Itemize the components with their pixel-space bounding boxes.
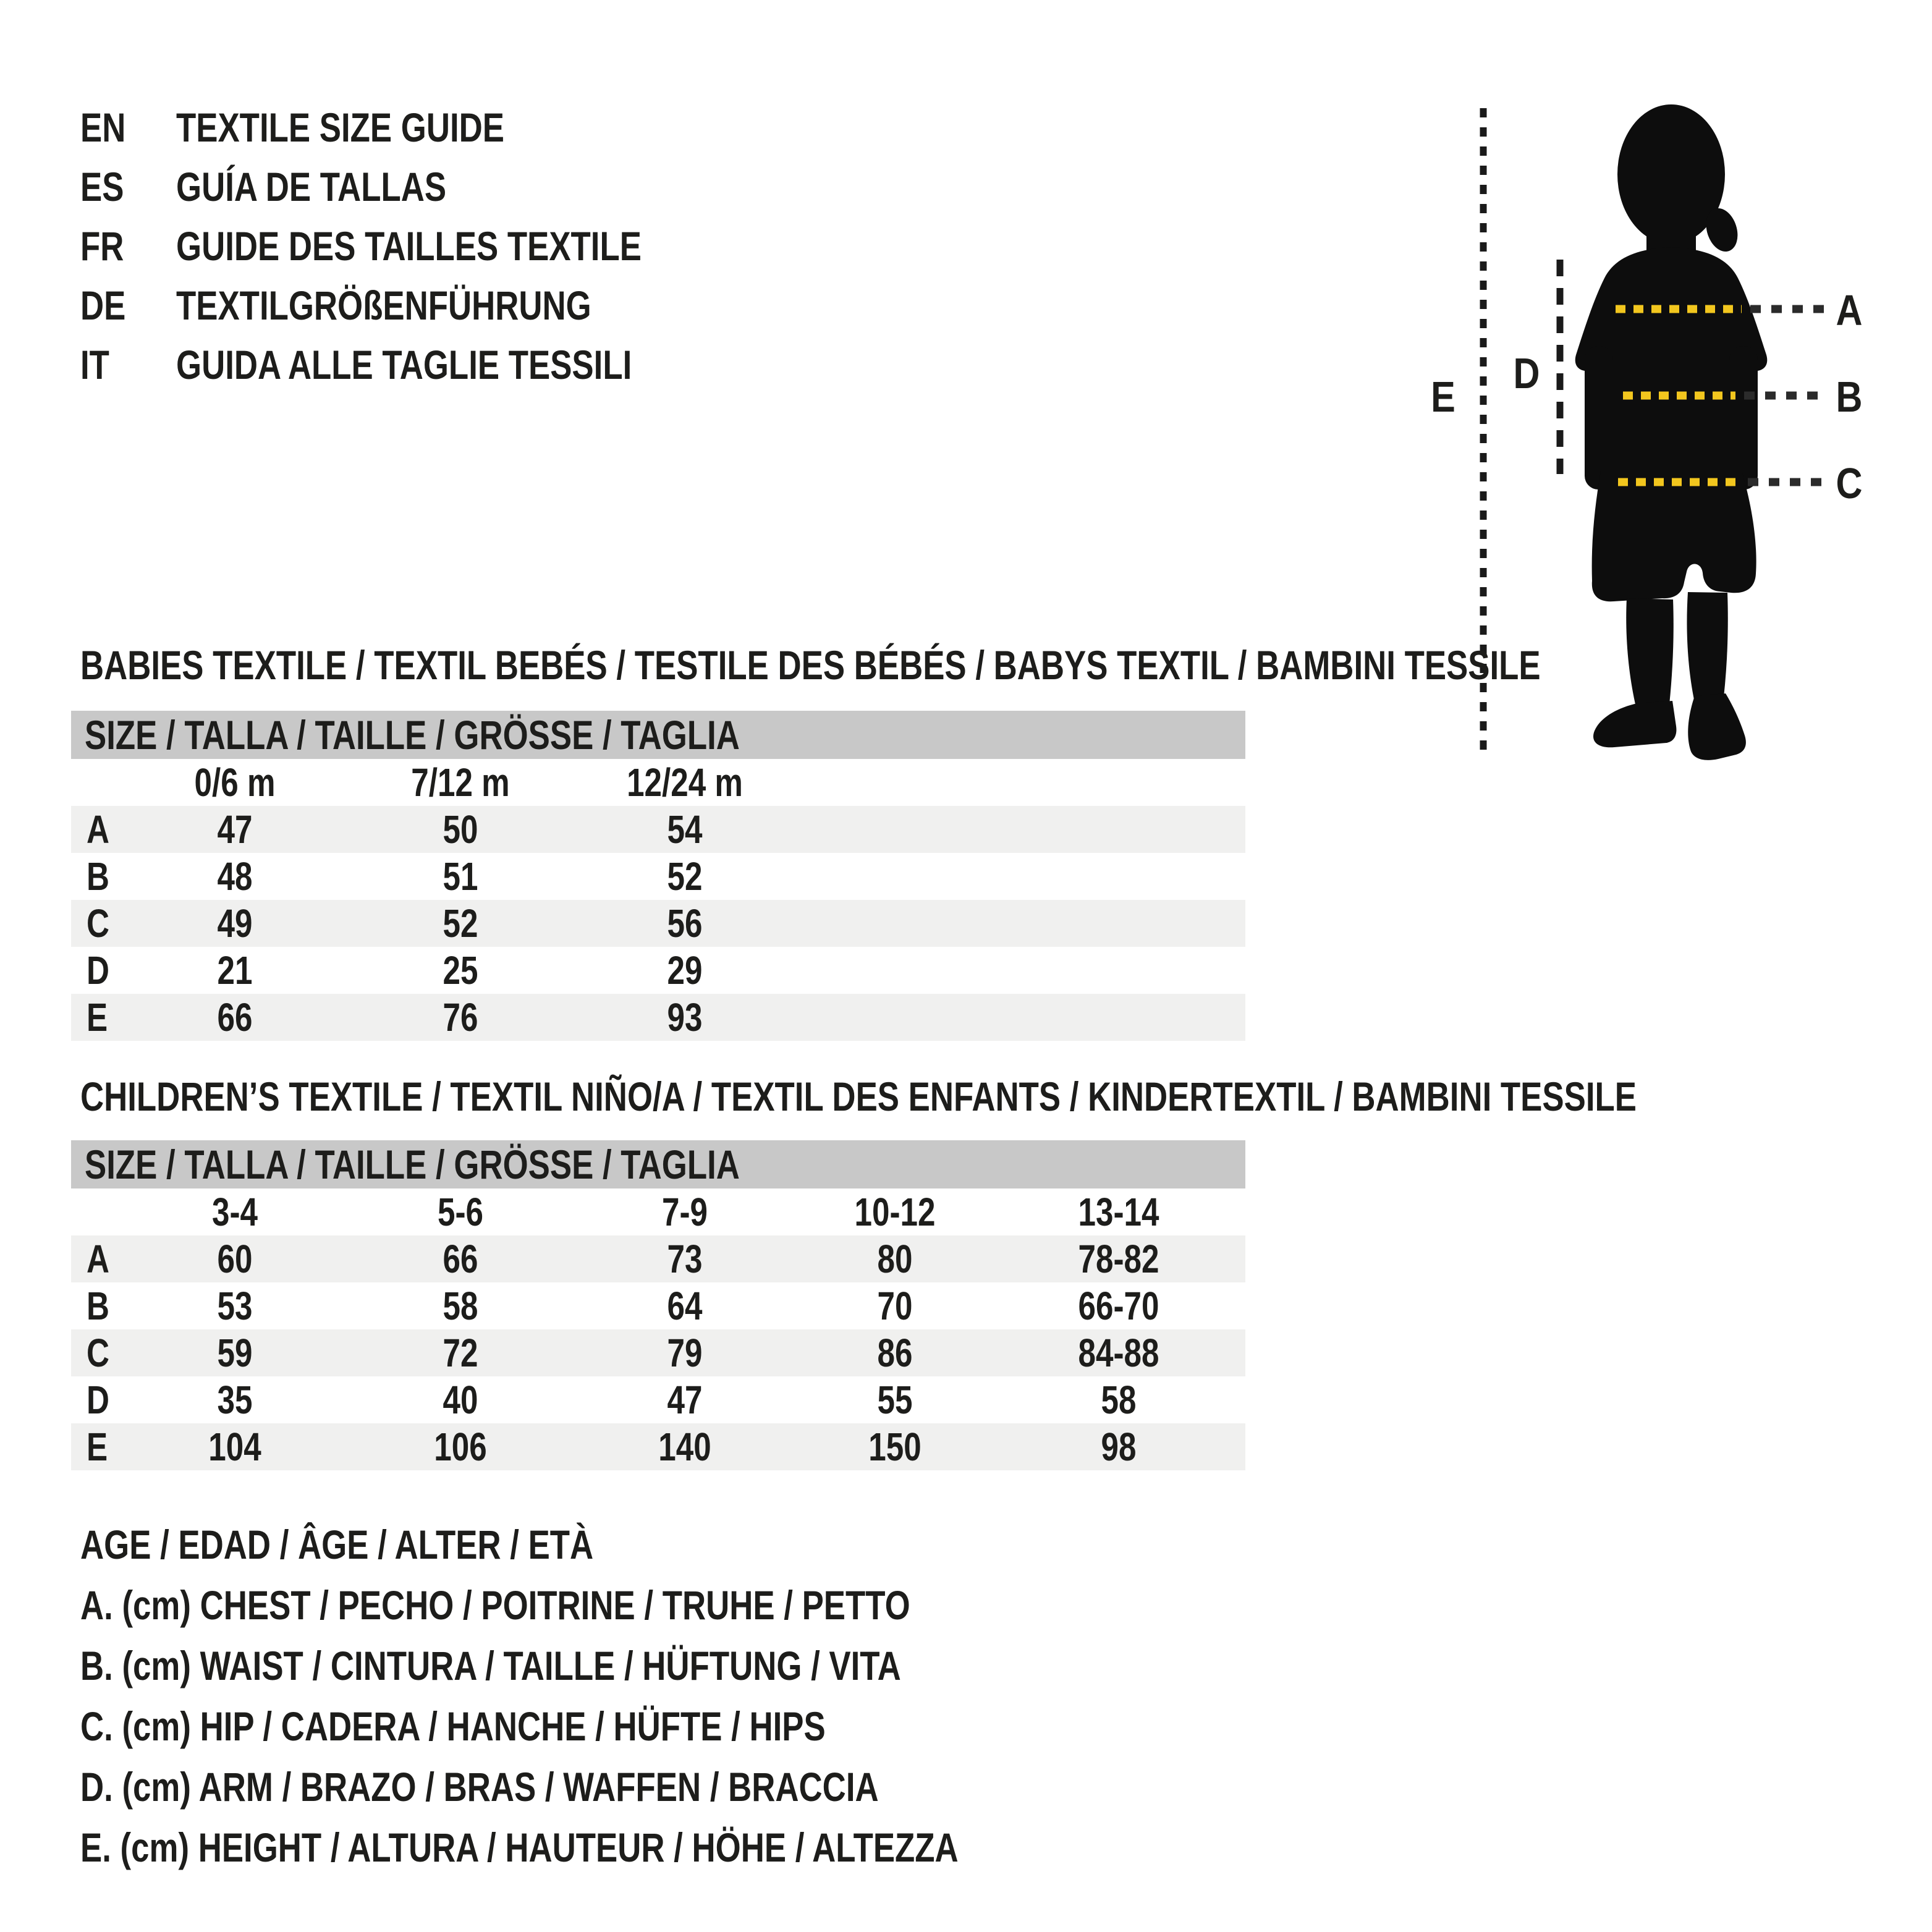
table-row bbox=[71, 853, 1245, 900]
row-label: A bbox=[87, 1237, 109, 1281]
cell-value: 53 bbox=[217, 1284, 253, 1328]
cell-value: 79 bbox=[667, 1331, 703, 1375]
cell-value: 66-70 bbox=[1078, 1284, 1159, 1328]
lang-code-fr: FR bbox=[80, 223, 124, 269]
cell-value: 64 bbox=[667, 1284, 703, 1328]
row-label: C bbox=[87, 901, 109, 946]
legend-age-text: AGE / EDAD / ÂGE / ALTER / ETÀ bbox=[80, 1522, 594, 1567]
table-row bbox=[71, 994, 1245, 1041]
cell-value: 150 bbox=[868, 1425, 922, 1469]
cell-value: 25 bbox=[443, 948, 478, 993]
cell-value: 93 bbox=[667, 995, 703, 1040]
babies-column-header: 12/24 m bbox=[627, 760, 743, 805]
cell-value: 58 bbox=[443, 1284, 478, 1328]
legend-hip-text: C. (cm) HIP / CADERA / HANCHE / HÜFTE / HIPS bbox=[80, 1703, 826, 1749]
children-column-header: 3-4 bbox=[212, 1190, 258, 1234]
cell-value: 55 bbox=[877, 1378, 913, 1422]
cell-value: 47 bbox=[667, 1378, 703, 1422]
babies-size-header-text: SIZE / TALLA / TAILLE / GRÖSSE / TAGLIA bbox=[85, 712, 740, 758]
lang-code-es: ES bbox=[80, 164, 124, 210]
cell-value: 70 bbox=[877, 1284, 913, 1328]
cell-value: 59 bbox=[217, 1331, 253, 1375]
cell-value: 49 bbox=[217, 901, 253, 946]
children-size-header-text: SIZE / TALLA / TAILLE / GRÖSSE / TAGLIA bbox=[85, 1142, 740, 1187]
cell-value: 40 bbox=[443, 1378, 478, 1422]
cell-value: 35 bbox=[217, 1378, 253, 1422]
babies-size-header-bar bbox=[71, 711, 1245, 759]
table-row bbox=[71, 1376, 1245, 1423]
legend-item-hip bbox=[80, 1703, 1012, 1749]
lang-title-en: TEXTILE SIZE GUIDE bbox=[176, 104, 504, 150]
cell-value: 47 bbox=[217, 807, 253, 852]
cell-value: 98 bbox=[1101, 1425, 1137, 1469]
children-section-title: CHILDREN’S TEXTILE / TEXTIL NIÑO/A / TEXTIL DES ENFANTS / KINDERTEXTIL / BAMBINI TESSILE bbox=[80, 1074, 1637, 1119]
cell-value: 66 bbox=[217, 995, 253, 1040]
table-row bbox=[71, 947, 1245, 994]
cell-value: 104 bbox=[208, 1425, 261, 1469]
legend-item-arm bbox=[80, 1764, 1078, 1810]
legend-chest-text: A. (cm) CHEST / PECHO / POITRINE / TRUHE / PETTO bbox=[80, 1582, 910, 1628]
cell-value: 21 bbox=[217, 948, 253, 993]
children-size-header-bar bbox=[71, 1140, 1245, 1188]
cell-value: 51 bbox=[443, 854, 478, 899]
cell-value: 66 bbox=[443, 1237, 478, 1281]
cell-value: 72 bbox=[443, 1331, 478, 1375]
table-row bbox=[71, 1329, 1245, 1376]
cell-value: 58 bbox=[1101, 1378, 1137, 1422]
table-row bbox=[71, 1235, 1245, 1282]
babies-column-header-row bbox=[71, 759, 1245, 806]
cell-value: 86 bbox=[877, 1331, 913, 1375]
cell-value: 52 bbox=[667, 854, 703, 899]
cell-value: 54 bbox=[667, 807, 703, 852]
row-label: B bbox=[87, 854, 109, 899]
lang-code-en: EN bbox=[80, 104, 126, 150]
figure-label-d: D bbox=[1513, 349, 1540, 397]
table-row bbox=[71, 1423, 1245, 1470]
legend-age-line bbox=[80, 1522, 722, 1567]
cell-value: 80 bbox=[877, 1237, 913, 1281]
lang-title-fr: GUIDE DES TAILLES TEXTILE bbox=[176, 223, 642, 269]
babies-column-header: 7/12 m bbox=[411, 760, 510, 805]
cell-value: 140 bbox=[658, 1425, 711, 1469]
row-label: C bbox=[87, 1331, 109, 1375]
lang-title-de: TEXTILGRÖßENFÜHRUNG bbox=[176, 282, 591, 328]
babies-section-title: BABIES TEXTILE / TEXTIL BEBÉS / TESTILE DES BÉBÉS / BABYS TEXTIL / BAMBINI TESSILE bbox=[80, 642, 1541, 688]
table-row bbox=[71, 1282, 1245, 1329]
figure-label-c: C bbox=[1836, 459, 1863, 507]
babies-column-header: 0/6 m bbox=[194, 760, 276, 805]
children-column-header: 5-6 bbox=[438, 1190, 483, 1234]
row-label: A bbox=[87, 807, 109, 852]
babies-section bbox=[80, 643, 1905, 687]
table-row bbox=[71, 806, 1245, 853]
children-column-header: 10-12 bbox=[854, 1190, 936, 1234]
legend-height-text: E. (cm) HEIGHT / ALTURA / HAUTEUR / HÖHE / ALTEZZA bbox=[80, 1824, 959, 1870]
cell-value: 76 bbox=[443, 995, 478, 1040]
row-label: E bbox=[87, 995, 108, 1040]
row-label: B bbox=[87, 1284, 109, 1328]
row-label: D bbox=[87, 948, 109, 993]
lang-code-it: IT bbox=[80, 342, 109, 388]
legend-item-chest bbox=[80, 1582, 1117, 1628]
children-column-header-row bbox=[71, 1188, 1245, 1235]
children-section bbox=[80, 1074, 1932, 1119]
legend-arm-text: D. (cm) ARM / BRAZO / BRAS / WAFFEN / BRACCIA bbox=[80, 1764, 879, 1810]
cell-value: 29 bbox=[667, 948, 703, 993]
lang-title-it: GUIDA ALLE TAGLIE TESSILI bbox=[176, 342, 632, 388]
row-label: E bbox=[87, 1425, 108, 1469]
children-column-header: 13-14 bbox=[1078, 1190, 1159, 1234]
cell-value: 84-88 bbox=[1078, 1331, 1159, 1375]
children-column-header: 7-9 bbox=[662, 1190, 708, 1234]
figure-label-b: B bbox=[1836, 373, 1863, 421]
cell-value: 73 bbox=[667, 1237, 703, 1281]
cell-value: 56 bbox=[667, 901, 703, 946]
cell-value: 50 bbox=[443, 807, 478, 852]
cell-value: 60 bbox=[217, 1237, 253, 1281]
cell-value: 52 bbox=[443, 901, 478, 946]
lang-code-de: DE bbox=[80, 282, 126, 328]
lang-title-es: GUÍA DE TALLAS bbox=[176, 164, 447, 210]
cell-value: 106 bbox=[434, 1425, 487, 1469]
figure-label-a: A bbox=[1836, 286, 1863, 334]
cell-value: 78-82 bbox=[1078, 1237, 1159, 1281]
table-row bbox=[71, 900, 1245, 947]
row-label: D bbox=[87, 1378, 109, 1422]
legend-waist-text: B. (cm) WAIST / CINTURA / TAILLE / HÜFTUNG / VITA bbox=[80, 1643, 901, 1688]
legend-item-height bbox=[80, 1824, 1178, 1870]
legend-item-waist bbox=[80, 1643, 1106, 1688]
cell-value: 48 bbox=[217, 854, 253, 899]
figure-label-e: E bbox=[1431, 373, 1455, 421]
